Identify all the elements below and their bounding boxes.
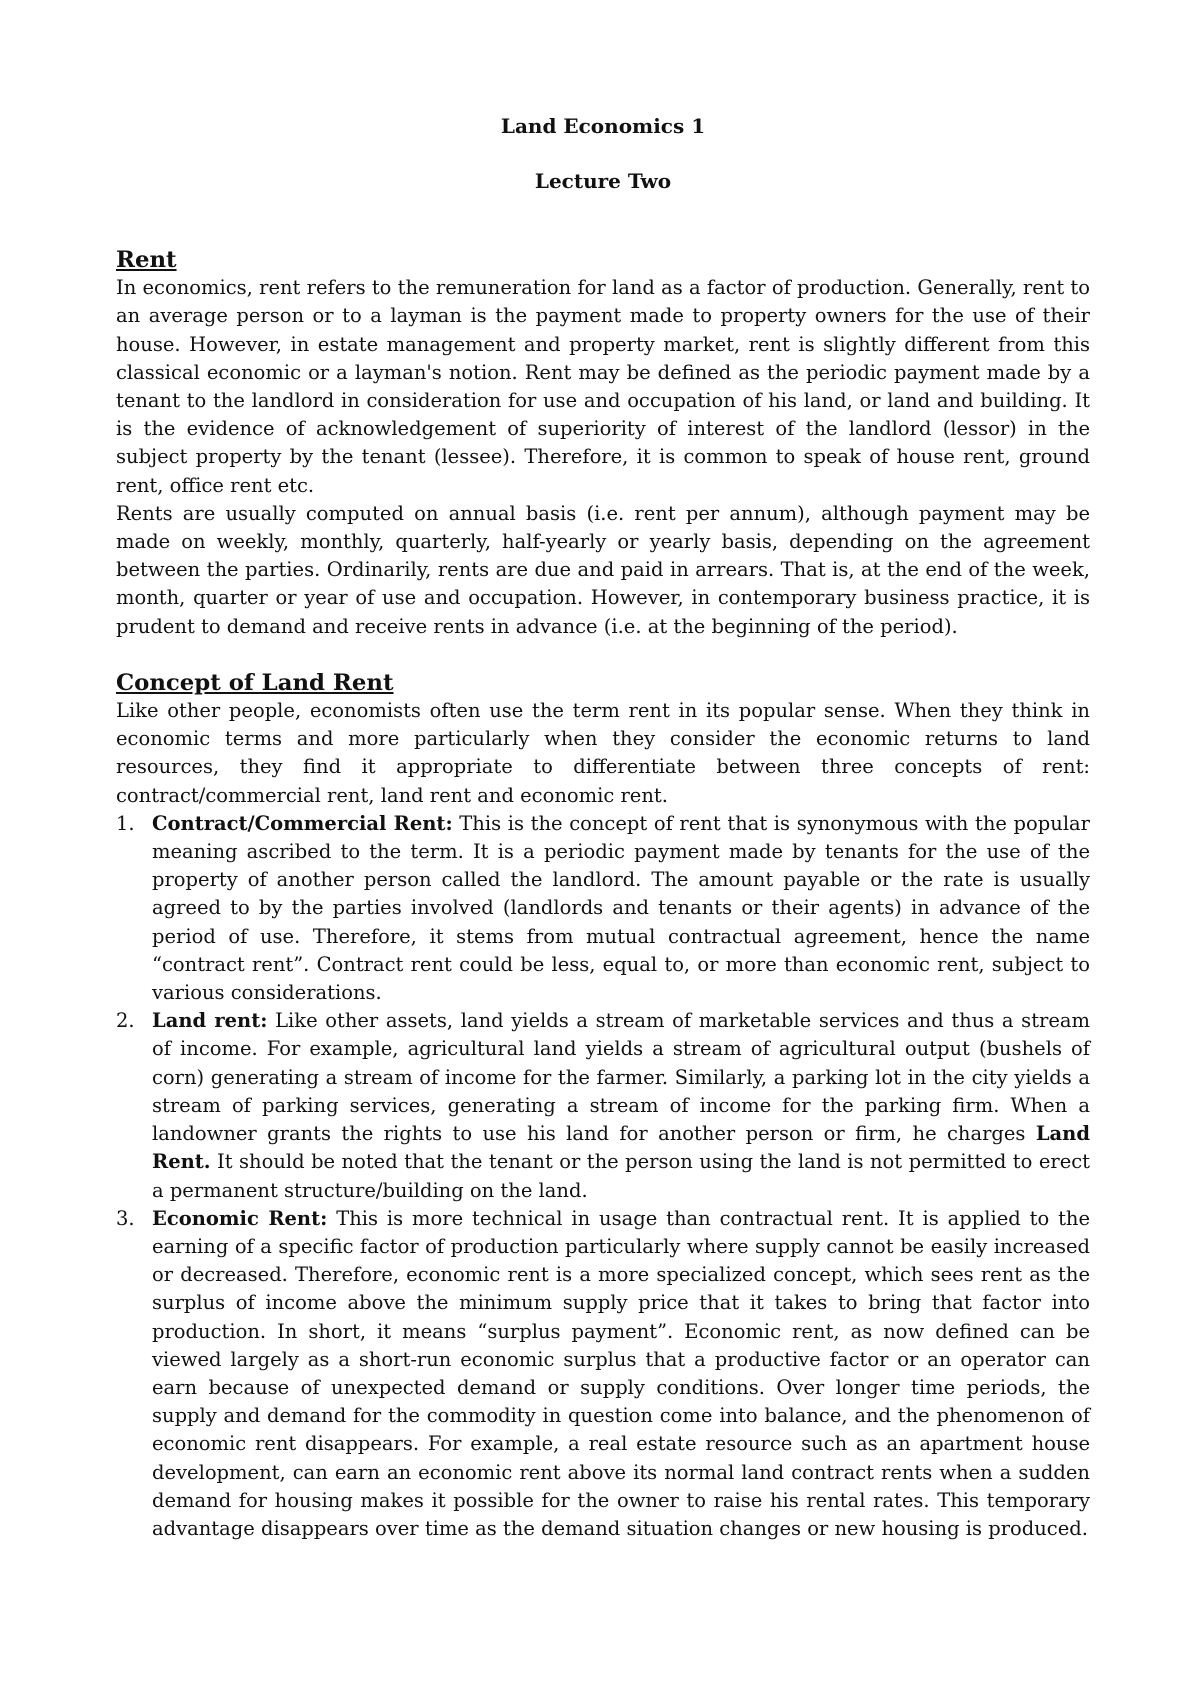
rent-concepts-list	[116, 810, 1090, 1543]
list-item-text-continued: It should be noted that the tenant or the person using the land is not permitted to erect a permanent structure/building on the land.	[152, 1150, 1090, 1202]
document-subtitle: Lecture Two	[534, 169, 672, 193]
document-title: Land Economics 1	[500, 114, 706, 138]
concept-intro: Like other people, economists often use the term rent in its popular sense. When they think in economic terms and more particularly when they consider the economic returns to land resources, they find it appropriate to differentiate between three concepts of rent: contract/commercial rent, land rent and economic rent.	[116, 699, 1090, 807]
list-item	[116, 810, 1090, 1007]
rent-paragraph-1: In economics, rent refers to the remuneration for land as a factor of production. Generally, rent to an average person or to a layman is the payment made to property owners for the use of their house. However, in estate management and property market, rent is slightly different from this classical economic or a layman's notion. Rent may be defined as the periodic payment made by a tenant to the landlord in consideration for use and occupation of his land, or land and building. It is the evidence of acknowledgement of superiority of interest of the landlord (lessor) in the subject property by the tenant (lessee). Therefore, it is common to speak of house rent, ground rent, office rent etc.	[116, 276, 1090, 497]
list-item-text: Like other assets, land yields a stream of marketable services and thus a stream of income. For example, agricultural land yields a stream of agricultural output (bushels of corn) generating a stream of income for the farmer. Similarly, a parking lot in the city yields a stream of parking services, generating a stream of income for the parking firm. When a landowner grants the rights to use his land for another person or firm, he charges	[152, 1009, 1091, 1146]
document-page	[116, 112, 1090, 1543]
list-item-number: 2.	[116, 1009, 135, 1033]
concept-heading: Concept of Land Rent	[116, 669, 394, 696]
list-item-number: 3.	[116, 1206, 135, 1230]
list-item	[116, 1205, 1090, 1543]
list-item-text: This is the concept of rent that is synonymous with the popular meaning ascribed to the term. It is a periodic payment made by tenants for the use of the property of another person called the landlord. The amount payable or the rate is usually agreed to by the parties involved (landlords and tenants or their agents) in advance of the period of use. Therefore, it stems from mutual contractual agreement, hence the name “contract rent”. Contract rent could be less, equal to, or more than economic rent, subject to various considerations.	[152, 811, 1091, 1005]
list-item-number: 1.	[116, 811, 135, 835]
rent-paragraph-2: Rents are usually computed on annual basis (i.e. rent per annum), although payment may be made on weekly, monthly, quarterly, half-yearly or yearly basis, depending on the agreement between the parties. Ordinarily, rents are due and paid in arrears. That is, at the end of the week, month, quarter or year of use and occupation. However, in contemporary business practice, it is prudent to demand and receive rents in advance (i.e. at the beginning of the period).	[116, 501, 1090, 638]
list-item-term: Contract/Commercial Rent:	[152, 811, 453, 835]
list-item	[116, 1007, 1090, 1204]
rent-heading: Rent	[116, 247, 177, 273]
list-item-term: Economic Rent:	[152, 1206, 328, 1230]
list-item-bold-phrase: Land Rent.	[152, 1122, 1090, 1174]
list-item-text: This is more technical in usage than contractual rent. It is applied to the earning of a specific factor of production particularly where supply cannot be easily increased or decreased. Therefore, economic rent is a more specialized concept, which sees rent as the surplus of income above the minimum supply price that it takes to bring that factor into production. In short, it means “surplus payment”. Economic rent, as now defined can be viewed largely as a short-run economic surplus that a productive factor or an operator can earn because of unexpected demand or supply conditions. Over longer time periods, the supply and demand for the commodity in question come into balance, and the phenomenon of economic rent disappears. For example, a real estate resource such as an apartment house development, can earn an economic rent above its normal land contract rents when a sudden demand for housing makes it possible for the owner to raise his rental rates. This temporary advantage disappears over time as the demand situation changes or new housing is produced.	[152, 1206, 1091, 1540]
list-item-term: Land rent:	[152, 1009, 268, 1033]
